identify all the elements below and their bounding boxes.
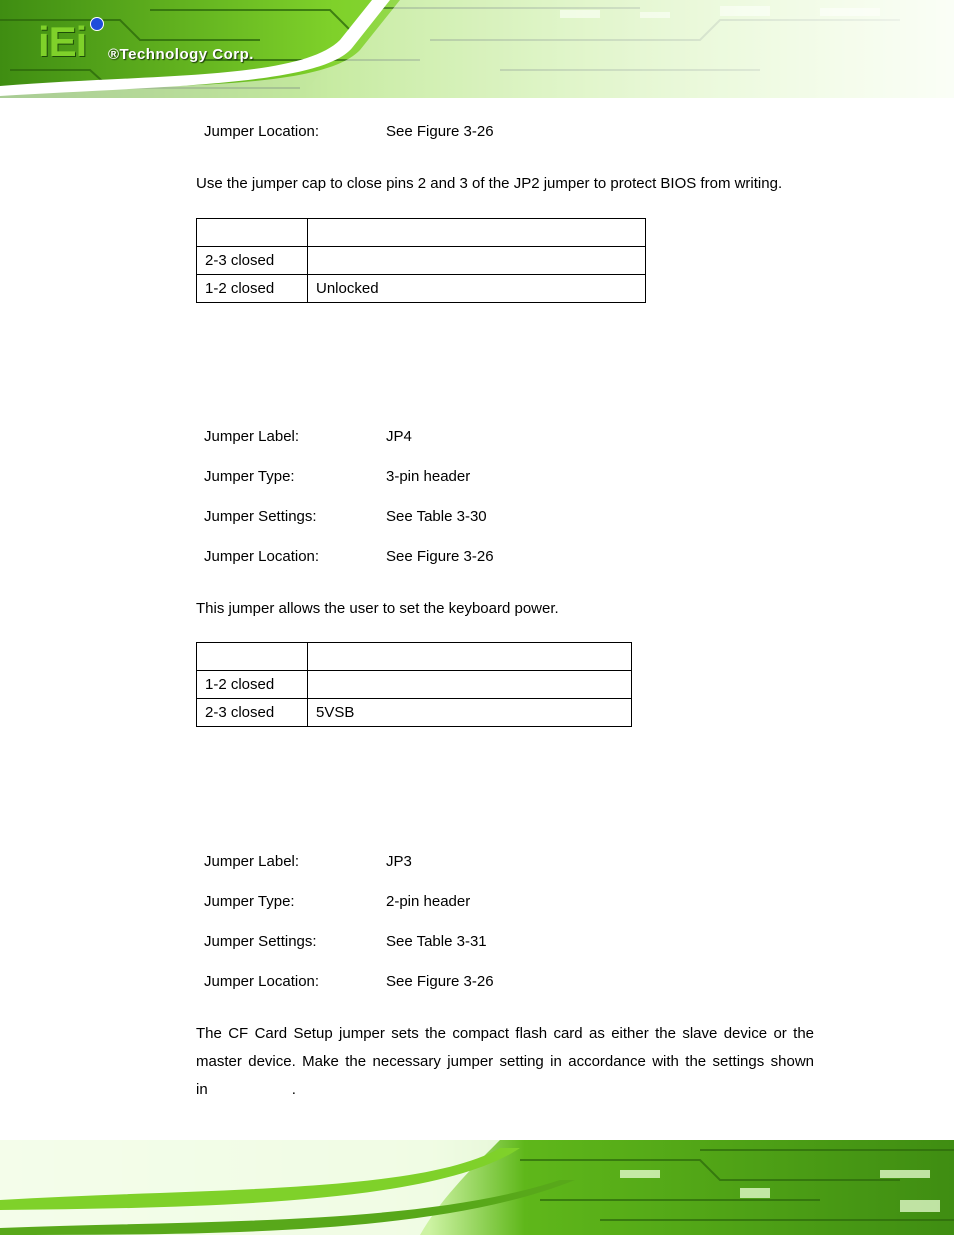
spec-value: See Figure 3-26 <box>386 973 494 990</box>
spec-label: Jumper Settings: <box>204 933 317 950</box>
table-cell <box>308 643 632 671</box>
table-cell: Unlocked <box>308 275 646 303</box>
spec-value: JP4 <box>386 428 412 445</box>
table-row <box>197 699 632 727</box>
footer-banner <box>0 1140 954 1235</box>
spec-label: Jumper Label: <box>204 428 300 445</box>
table-cell: 1-2 closed <box>197 671 308 699</box>
circuit-board-graphic <box>0 1140 954 1235</box>
spec-label: Jumper Location: <box>204 973 320 990</box>
spec-value: 2-pin header <box>386 893 471 910</box>
description-text: in <box>196 1081 208 1098</box>
table-cell <box>308 219 646 247</box>
table-header-row <box>197 643 632 671</box>
spec-label: Jumper Location: <box>204 548 320 565</box>
table-row <box>197 247 646 275</box>
company-logo-mark: iEi <box>38 18 87 65</box>
spec-value: See Table 3-30 <box>386 508 487 525</box>
bios-protect-table <box>196 218 646 303</box>
section3-description <box>196 1020 814 1104</box>
table-cell: 2-3 closed <box>197 247 308 275</box>
table-header-row <box>197 219 646 247</box>
description-text: . <box>291 1081 296 1098</box>
section1-description: Use the jumper cap to close pins 2 and 3 of the JP2 jumper to protect BIOS from writing. <box>196 175 783 192</box>
keyboard-power-table <box>196 642 632 727</box>
table-cell: 2-3 closed <box>197 699 308 727</box>
spec-value: See Figure 3-26 <box>386 548 494 565</box>
description-line: master device. Make the necessary jumper setting in accordance with the settings shown <box>196 1053 814 1070</box>
table-cell <box>308 247 646 275</box>
table-row <box>197 671 632 699</box>
logo-dot-icon <box>90 17 104 31</box>
description-line <box>196 1076 814 1104</box>
table-cell: 1-2 closed <box>197 275 308 303</box>
table-cell <box>197 643 308 671</box>
company-logo-text: ®Technology Corp. <box>108 46 254 63</box>
description-line: The CF Card Setup jumper sets the compact flash card as either the slave device or the <box>196 1025 814 1042</box>
spec-label: Jumper Location: <box>204 123 320 140</box>
spec-value: See Table 3-31 <box>386 933 487 950</box>
table-cell <box>308 671 632 699</box>
spec-label: Jumper Label: <box>204 853 300 870</box>
spec-value: 3-pin header <box>386 468 471 485</box>
spec-value: JP3 <box>386 853 412 870</box>
section2-description: This jumper allows the user to set the keyboard power. <box>196 600 559 617</box>
spec-label: Jumper Type: <box>204 468 295 485</box>
spec-value: See Figure 3-26 <box>386 123 494 140</box>
table-cell <box>197 219 308 247</box>
table-cell: 5VSB <box>308 699 632 727</box>
spec-label: Jumper Settings: <box>204 508 317 525</box>
spec-label: Jumper Type: <box>204 893 295 910</box>
table-row <box>197 275 646 303</box>
header-banner <box>0 0 954 98</box>
